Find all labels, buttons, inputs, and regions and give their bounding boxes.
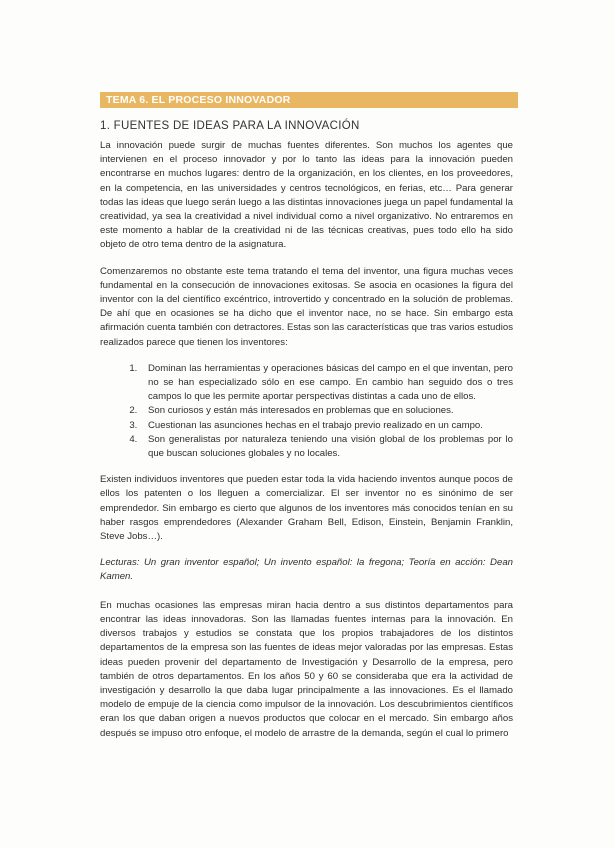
list-item: 2. Son curiosos y están más interesados en problemas que en soluciones. bbox=[140, 404, 513, 418]
section-heading: 1. FUENTES DE IDEAS PARA LA INNOVACIÓN bbox=[100, 120, 360, 132]
list-item: 4. Son generalistas por naturaleza teniendo una visión global de los problemas por lo que buscan soluciones globales y no locales. bbox=[140, 433, 513, 461]
list-item: 3. Cuestionan las asunciones hechas en el trabajo previo realizado en un campo. bbox=[140, 419, 513, 433]
paragraph-internal-sources: En muchas ocasiones las empresas miran hacia dentro a sus distintos departamentos para encontrar las ideas innovadoras. Son las llamadas fuentes internas para la innovación. En diversos trabajos y estudios se constata que los propios trabajadores de los distintos departamentos de la empresa son las fuentes de ideas mejor valoradas por las empresas. Estas ideas pueden provenir del departamento de Investigación y Desarrollo de la empresa, pero también de otros departamentos. En los años 50 y 60 se consideraba que era la actividad de investigación y desarrollo la que daba lugar principalmente a las innovaciones. Es el llamado modelo de empuje de la ciencia como impulsor de la innovación. Los descubrimientos científicos eran los que daban origen a nuevos productos que colocar en el mercado. Sin embargo años después se impuso otro enfoque, el modelo de arrastre de la demanda, según el cual lo primero bbox=[100, 599, 513, 739]
paragraph-entrepreneur: Existen individuos inventores que pueden estar toda la vida haciendo inventos aunque pocos de ellos los patenten o los lleguen a comercializar. El ser inventor no es sinónimo de ser emprendedor. Sin embargo es cierto que algunos de los inventores más conocidos tenían en su haber rasgos emprendedores (Alexander Graham Bell, Edison, Einstein, Benjamin Franklin, Steve Jobs…). bbox=[100, 474, 513, 543]
readings-note: Lecturas: Un gran inventor español; Un invento español: la fregona; Teoría en acción: Dean Kamen. bbox=[100, 557, 513, 583]
paragraph-intro: La innovación puede surgir de muchas fuentes diferentes. Son muchos los agentes que intervienen en el proceso innovador y por lo tanto las ideas para la innovación pueden encontrarse en muchos lugares: dentro de la organización, en los clientes, en los proveedores, en la competencia, en las universidades y centros tecnológicos, en ferias, etc… Para generar todas las ideas que luego serán luego a las distintas innovaciones juega un papel fundamental la creatividad, ya sea la creatividad a nivel individual como a nivel organizativo. No entraremos en este momento a hablar de la creatividad ni de las técnicas creativas, pues todo ello ha sido objeto de otro tema dentro de la asignatura. bbox=[100, 140, 513, 251]
paragraph-inventor: Comenzaremos no obstante este tema tratando el tema del inventor, una figura muchas veces fundamental en la consecución de innovaciones exitosas. Se asocia en ocasiones la figura del inventor con la del científico excéntrico, introvertido y concentrado en la solución de problemas. De ahí que en ocasiones se ha dicho que el inventor nace, no se hace. Sin embargo esta afirmación cuenta también con detractores. Estas son las características que tras varios estudios realizados parece que tienen los inventores: bbox=[100, 265, 513, 348]
list-item: 1. Dominan las herramientas y operaciones básicas del campo en el que inventan, pero no se han especializado sólo en ese campo. En cambio han seguido dos o tres campos lo que les permite aportar perspectivas distintas a cada uno de ellos. bbox=[140, 362, 513, 405]
chapter-banner: TEMA 6. EL PROCESO INNOVADOR bbox=[100, 92, 518, 108]
body-text bbox=[100, 139, 513, 753]
inventor-traits-list bbox=[100, 362, 513, 461]
